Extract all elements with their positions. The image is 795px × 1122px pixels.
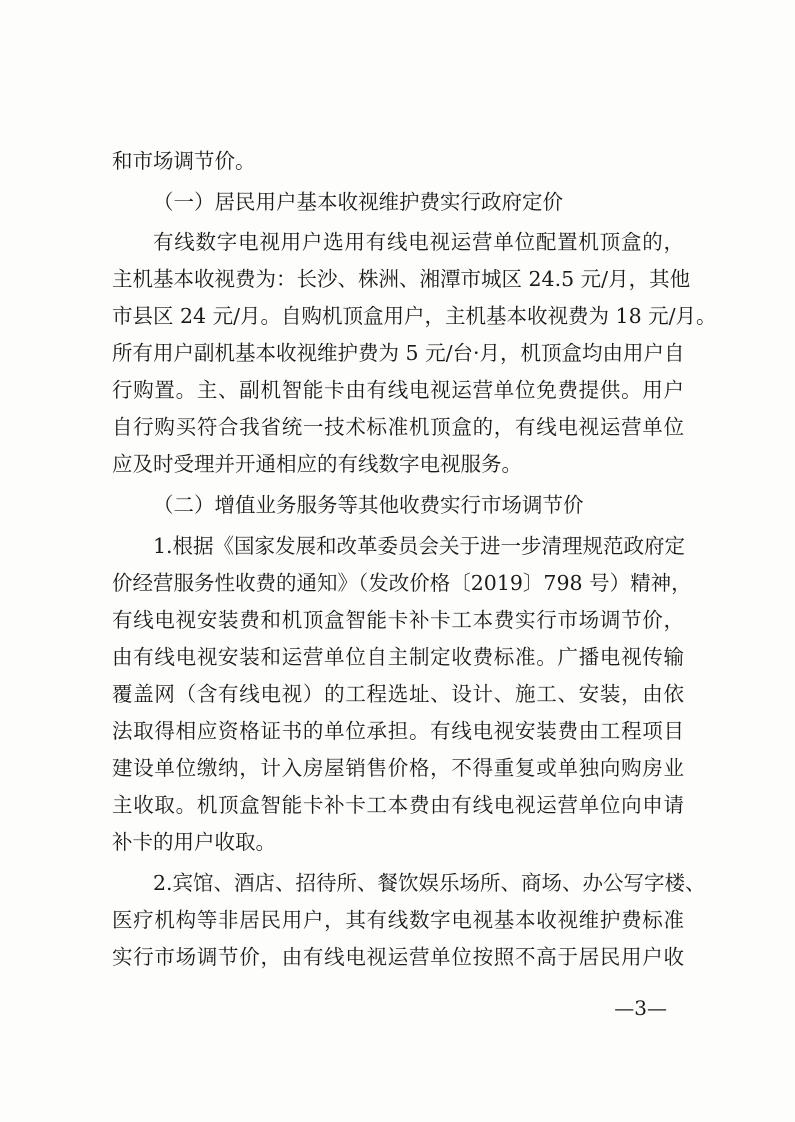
body-line: 覆盖网（含有线电视）的工程选址、设计、施工、安装，由依 <box>112 682 684 706</box>
section-heading: （一）居民用户基本收视维护费实行政府定价 <box>153 190 563 214</box>
page-number: —3— <box>614 996 667 1020</box>
body-line: 主机基本收视费为：长沙、株洲、湘潭市城区 24.5 元/月，其他 <box>112 267 691 291</box>
paragraph-first-line: 2.宾馆、酒店、招待所、餐饮娱乐场所、商场、办公写字楼、 <box>153 871 706 895</box>
body-line: 所有用户副机基本收视维护费为 5 元/台·月，机顶盒均由用户自 <box>112 341 685 365</box>
body-line: 应及时受理并开通相应的有线数字电视服务。 <box>112 452 522 476</box>
body-line: 市县区 24 元/月。自购机顶盒用户，主机基本收视费为 18 元/月。 <box>112 304 717 328</box>
paragraph-first-line: 1.根据《国家发展和改革委员会关于进一步清理规范政府定 <box>153 534 686 558</box>
paragraph-first-line: 有线数字电视用户选用有线电视运营单位配置机顶盒的， <box>153 230 684 254</box>
body-line: 实行市场调节价，由有线电视运营单位按照不高于居民用户收 <box>112 945 684 969</box>
body-line: 主收取。机顶盒智能卡补卡工本费由有线电视运营单位向申请 <box>112 793 684 817</box>
body-line: 法取得相应资格证书的单位承担。有线电视安装费由工程项目 <box>112 719 684 743</box>
body-line: 由有线电视安装和运营单位自主制定收费标准。广播电视传输 <box>112 645 684 669</box>
body-line: 有线电视安装费和机顶盒智能卡补卡工本费实行市场调节价， <box>112 608 684 632</box>
body-line: 自行购买符合我省统一技术标准机顶盒的，有线电视运营单位 <box>112 415 684 439</box>
body-line: 行购置。主、副机智能卡由有线电视运营单位免费提供。用户 <box>112 378 684 402</box>
body-line: 价经营服务性收费的通知》（发改价格〔2019〕798 号）精神， <box>112 571 692 595</box>
body-line: 医疗机构等非居民用户，其有线数字电视基本收视维护费标准 <box>112 908 684 932</box>
body-line: 和市场调节价。 <box>112 149 256 173</box>
section-heading: （二）增值业务服务等其他收费实行市场调节价 <box>153 493 584 517</box>
body-line: 补卡的用户收取。 <box>112 830 276 854</box>
body-line: 建设单位缴纳，计入房屋销售价格，不得重复或单独向购房业 <box>112 756 684 780</box>
